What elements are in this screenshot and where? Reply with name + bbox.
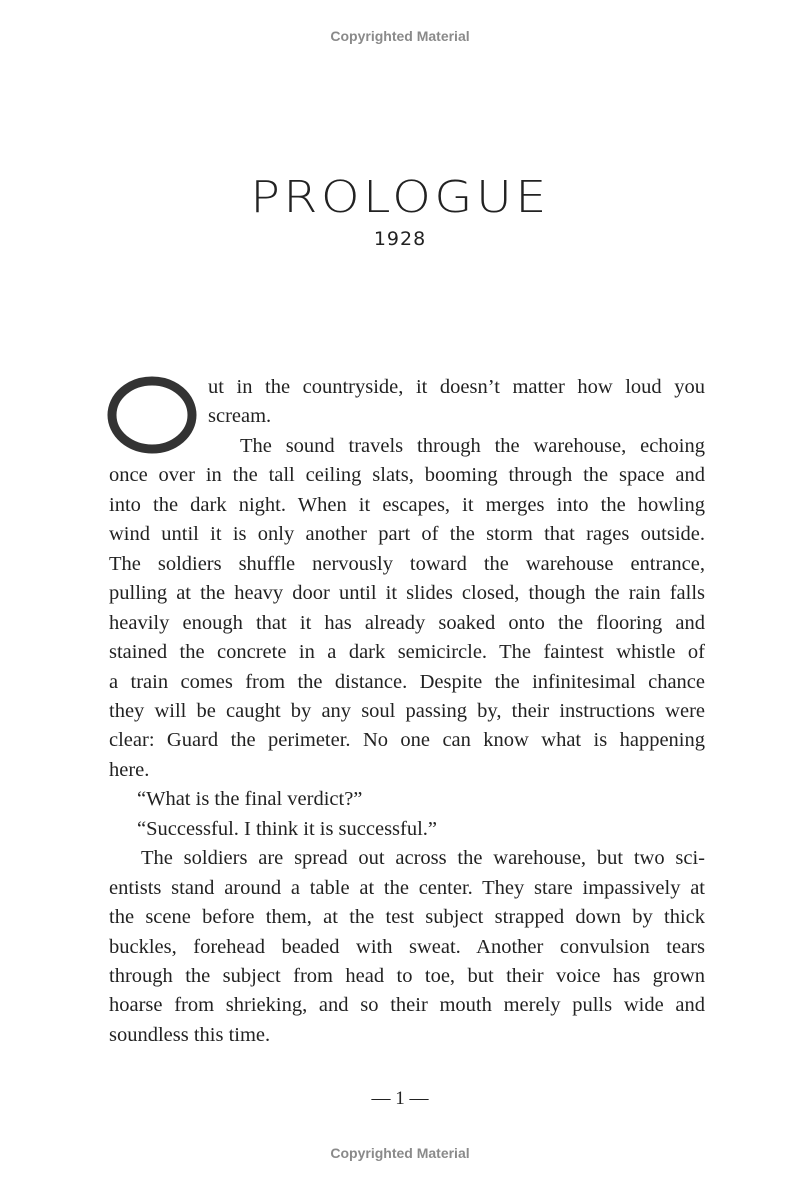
text-line: “Successful. I think it is successful.” [137,817,438,840]
text-line: The sound travels through the warehouse, echoing [240,434,705,457]
text-line: ut in the countryside, it doesn’t matter how loud you [208,376,705,398]
text-line: “What is the final verdict?” [137,788,363,811]
chapter-title: PROLOGUE [250,172,550,223]
text-line: the scene before them, at the test subject strapped down by thick [109,906,705,929]
text-line: The soldiers shuffle nervously toward the warehouse entrance, [109,552,705,575]
copyright-footer: Copyrighted Material [330,1145,470,1161]
text-line: buckles, forehead beaded with sweat. Another convulsion tears [109,935,705,958]
text-line: through the subject from head to toe, but their voice has grown [109,965,705,987]
text-line: clear: Guard the perimeter. No one can know what is happening [109,729,705,752]
text-line: entists stand around a table at the center. They stare impassively at [109,876,705,899]
text-line: into the dark night. When it escapes, it merges into the howling [109,493,705,516]
text-line: a train comes from the distance. Despite the infinitesimal chance [109,670,705,693]
text-line: heavily enough that it has already soaked onto the flooring and [109,611,705,634]
text-line: they will be caught by any soul passing by, their instructions were [109,699,705,722]
chapter-year: 1928 [373,228,427,250]
text-line: The soldiers are spread out across the warehouse, but two sci- [141,847,705,870]
text-line: hoarse from shrieking, and so their mouth merely pulls wide and [109,994,705,1017]
drop-cap-o [106,376,200,456]
text-line: pulling at the heavy door until it slides closed, though the rain falls [109,582,705,605]
text-line: soundless this time. [109,1023,271,1046]
text-line: here. [109,758,150,781]
text-line: scream. [208,405,272,428]
text-line: once over in the tall ceiling slats, booming through the space and [109,464,705,487]
text-line: wind until it is only another part of the storm that rages outside. [109,523,705,546]
page-number: — 1 — [371,1088,429,1109]
copyright-header: Copyrighted Material [330,28,470,44]
text-line: stained the concrete in a dark semicircle. The faintest whistle of [109,641,705,664]
